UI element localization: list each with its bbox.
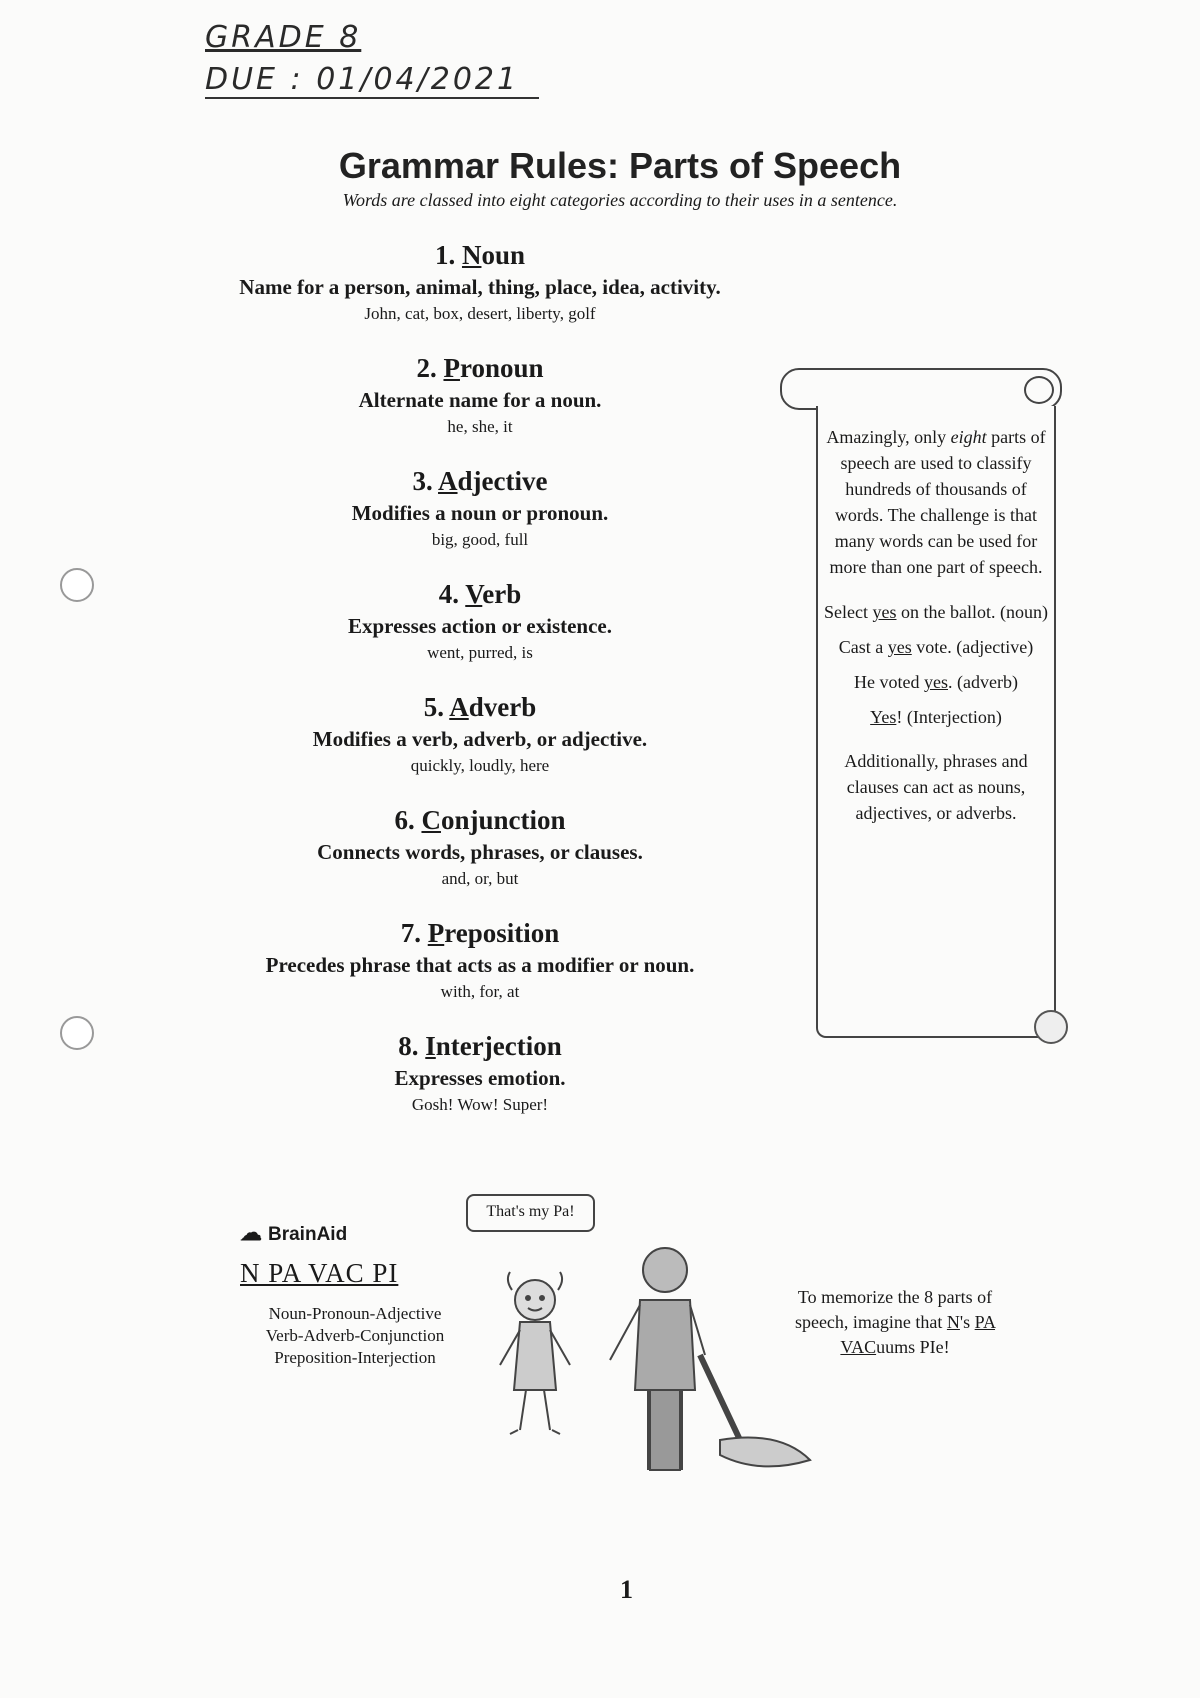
punch-hole-top [60,568,94,602]
part-of-speech-adverb [150,692,810,776]
brainaid-line: Noun-Pronoun-Adjective [268,1304,442,1323]
handwritten-grade: GRADE 8 [205,20,362,55]
part-definition: Name for a person, animal, thing, place, idea, activity. [239,275,721,299]
punch-hole-bottom [60,1016,94,1050]
part-name-rest: dverb [468,692,537,722]
part-name-rest: reposition [444,918,560,948]
brainaid-section [240,1220,470,1369]
part-definition: Modifies a verb, adverb, or adjective. [312,727,648,751]
part-initial: V [465,579,483,609]
part-examples: John, cat, box, desert, liberty, golf [364,304,596,323]
part-definition: Modifies a noun or pronoun. [351,501,609,525]
handwritten-due-date: DUE : 01/04/2021 [205,62,539,99]
part-heading [150,692,810,723]
page-title: Grammar Rules: Parts of Speech [338,145,902,186]
part-number: 8. [398,1031,419,1061]
scroll-body [816,406,1056,1038]
part-initial: C [421,805,441,835]
part-examples: and, or, but [441,869,519,888]
part-number: 7. [400,918,421,948]
scroll-intro: Amazingly, only eight parts of speech are used to classify hundreds of thousands of words. The challenge is that many words can be used for more than one part of speech. [826,427,1046,577]
part-name-rest: erb [482,579,522,609]
brainaid-line: Preposition-Interjection [274,1348,436,1367]
part-of-speech-preposition [150,918,810,1002]
page-number: 1 [620,1575,633,1604]
part-name-rest: onjunction [440,805,566,835]
part-definition: Expresses emotion. [394,1066,566,1090]
brainaid-list [240,1303,470,1369]
scroll-curl-icon [1024,376,1054,404]
part-examples: big, good, full [431,530,529,549]
scroll-closing: Additionally, phrases and clauses can act as nouns, adjectives, or adverbs. [844,751,1028,823]
part-heading [150,579,810,610]
part-initial: P [427,918,445,948]
part-of-speech-verb [150,579,810,663]
part-heading [150,466,810,497]
part-of-speech-pronoun [150,353,810,437]
vacuum-icon [700,1355,810,1466]
part-definition: Expresses action or existence. [347,614,613,638]
memorize-text: To memorize the 8 parts of speech, imagine that N's PA VACuums PIe! [794,1287,996,1357]
part-initial: N [461,240,482,270]
part-initial: I [425,1031,436,1061]
part-examples: Gosh! Wow! Super! [411,1095,549,1114]
part-examples: with, for, at [440,982,520,1001]
brain-icon: ☁ [240,1220,262,1245]
scroll-curl-bottom-icon [1034,1010,1068,1044]
part-heading [150,1031,810,1062]
part-heading [150,240,810,271]
scroll-example: Select yes on the ballot. (noun) [824,602,1048,622]
part-definition: Connects words, phrases, or clauses. [317,840,643,864]
part-examples: he, she, it [447,417,513,436]
scroll-example: Cast a yes vote. (adjective) [838,637,1034,657]
part-heading [150,805,810,836]
brainaid-line: Verb-Adverb-Conjunction [265,1326,445,1345]
part-name-rest: ronoun [459,353,544,383]
girl-figure-icon [500,1272,570,1434]
part-number: 3. [412,466,433,496]
scroll-example: He voted yes. (adverb) [854,672,1018,692]
part-name-rest: oun [481,240,526,270]
part-of-speech-interjection [150,1031,810,1115]
brainaid-mnemonic: N PA VAC PI [240,1258,399,1288]
part-number: 4. [438,579,459,609]
part-definition: Alternate name for a noun. [358,388,602,412]
part-initial: A [438,466,458,496]
part-number: 6. [394,805,415,835]
part-of-speech-adjective [150,466,810,550]
part-name-rest: nterjection [435,1031,562,1061]
info-scroll [780,368,1058,1058]
part-examples: quickly, loudly, here [410,756,550,775]
part-initial: A [449,692,469,722]
part-heading [150,918,810,949]
part-name-rest: djective [457,466,548,496]
part-examples: went, purred, is [427,643,533,662]
part-initial: P [443,353,460,383]
part-number: 2. [416,353,437,383]
part-of-speech-noun [150,240,810,324]
page-subtitle: Words are classed into eight categories according to their uses in a sentence. [342,190,898,210]
scroll-top-roll [780,368,1062,410]
brainaid-label: BrainAid [268,1224,348,1245]
part-of-speech-conjunction [150,805,810,889]
part-number: 5. [423,692,444,722]
speech-bubble: That's my Pa! [466,1194,595,1232]
part-heading [150,353,810,384]
cartoon-figures [490,1240,820,1480]
scroll-example: Yes! (Interjection) [870,707,1002,727]
man-figure-icon [610,1248,705,1470]
part-number: 1. [434,240,456,270]
part-definition: Precedes phrase that acts as a modifier or noun. [265,953,695,977]
